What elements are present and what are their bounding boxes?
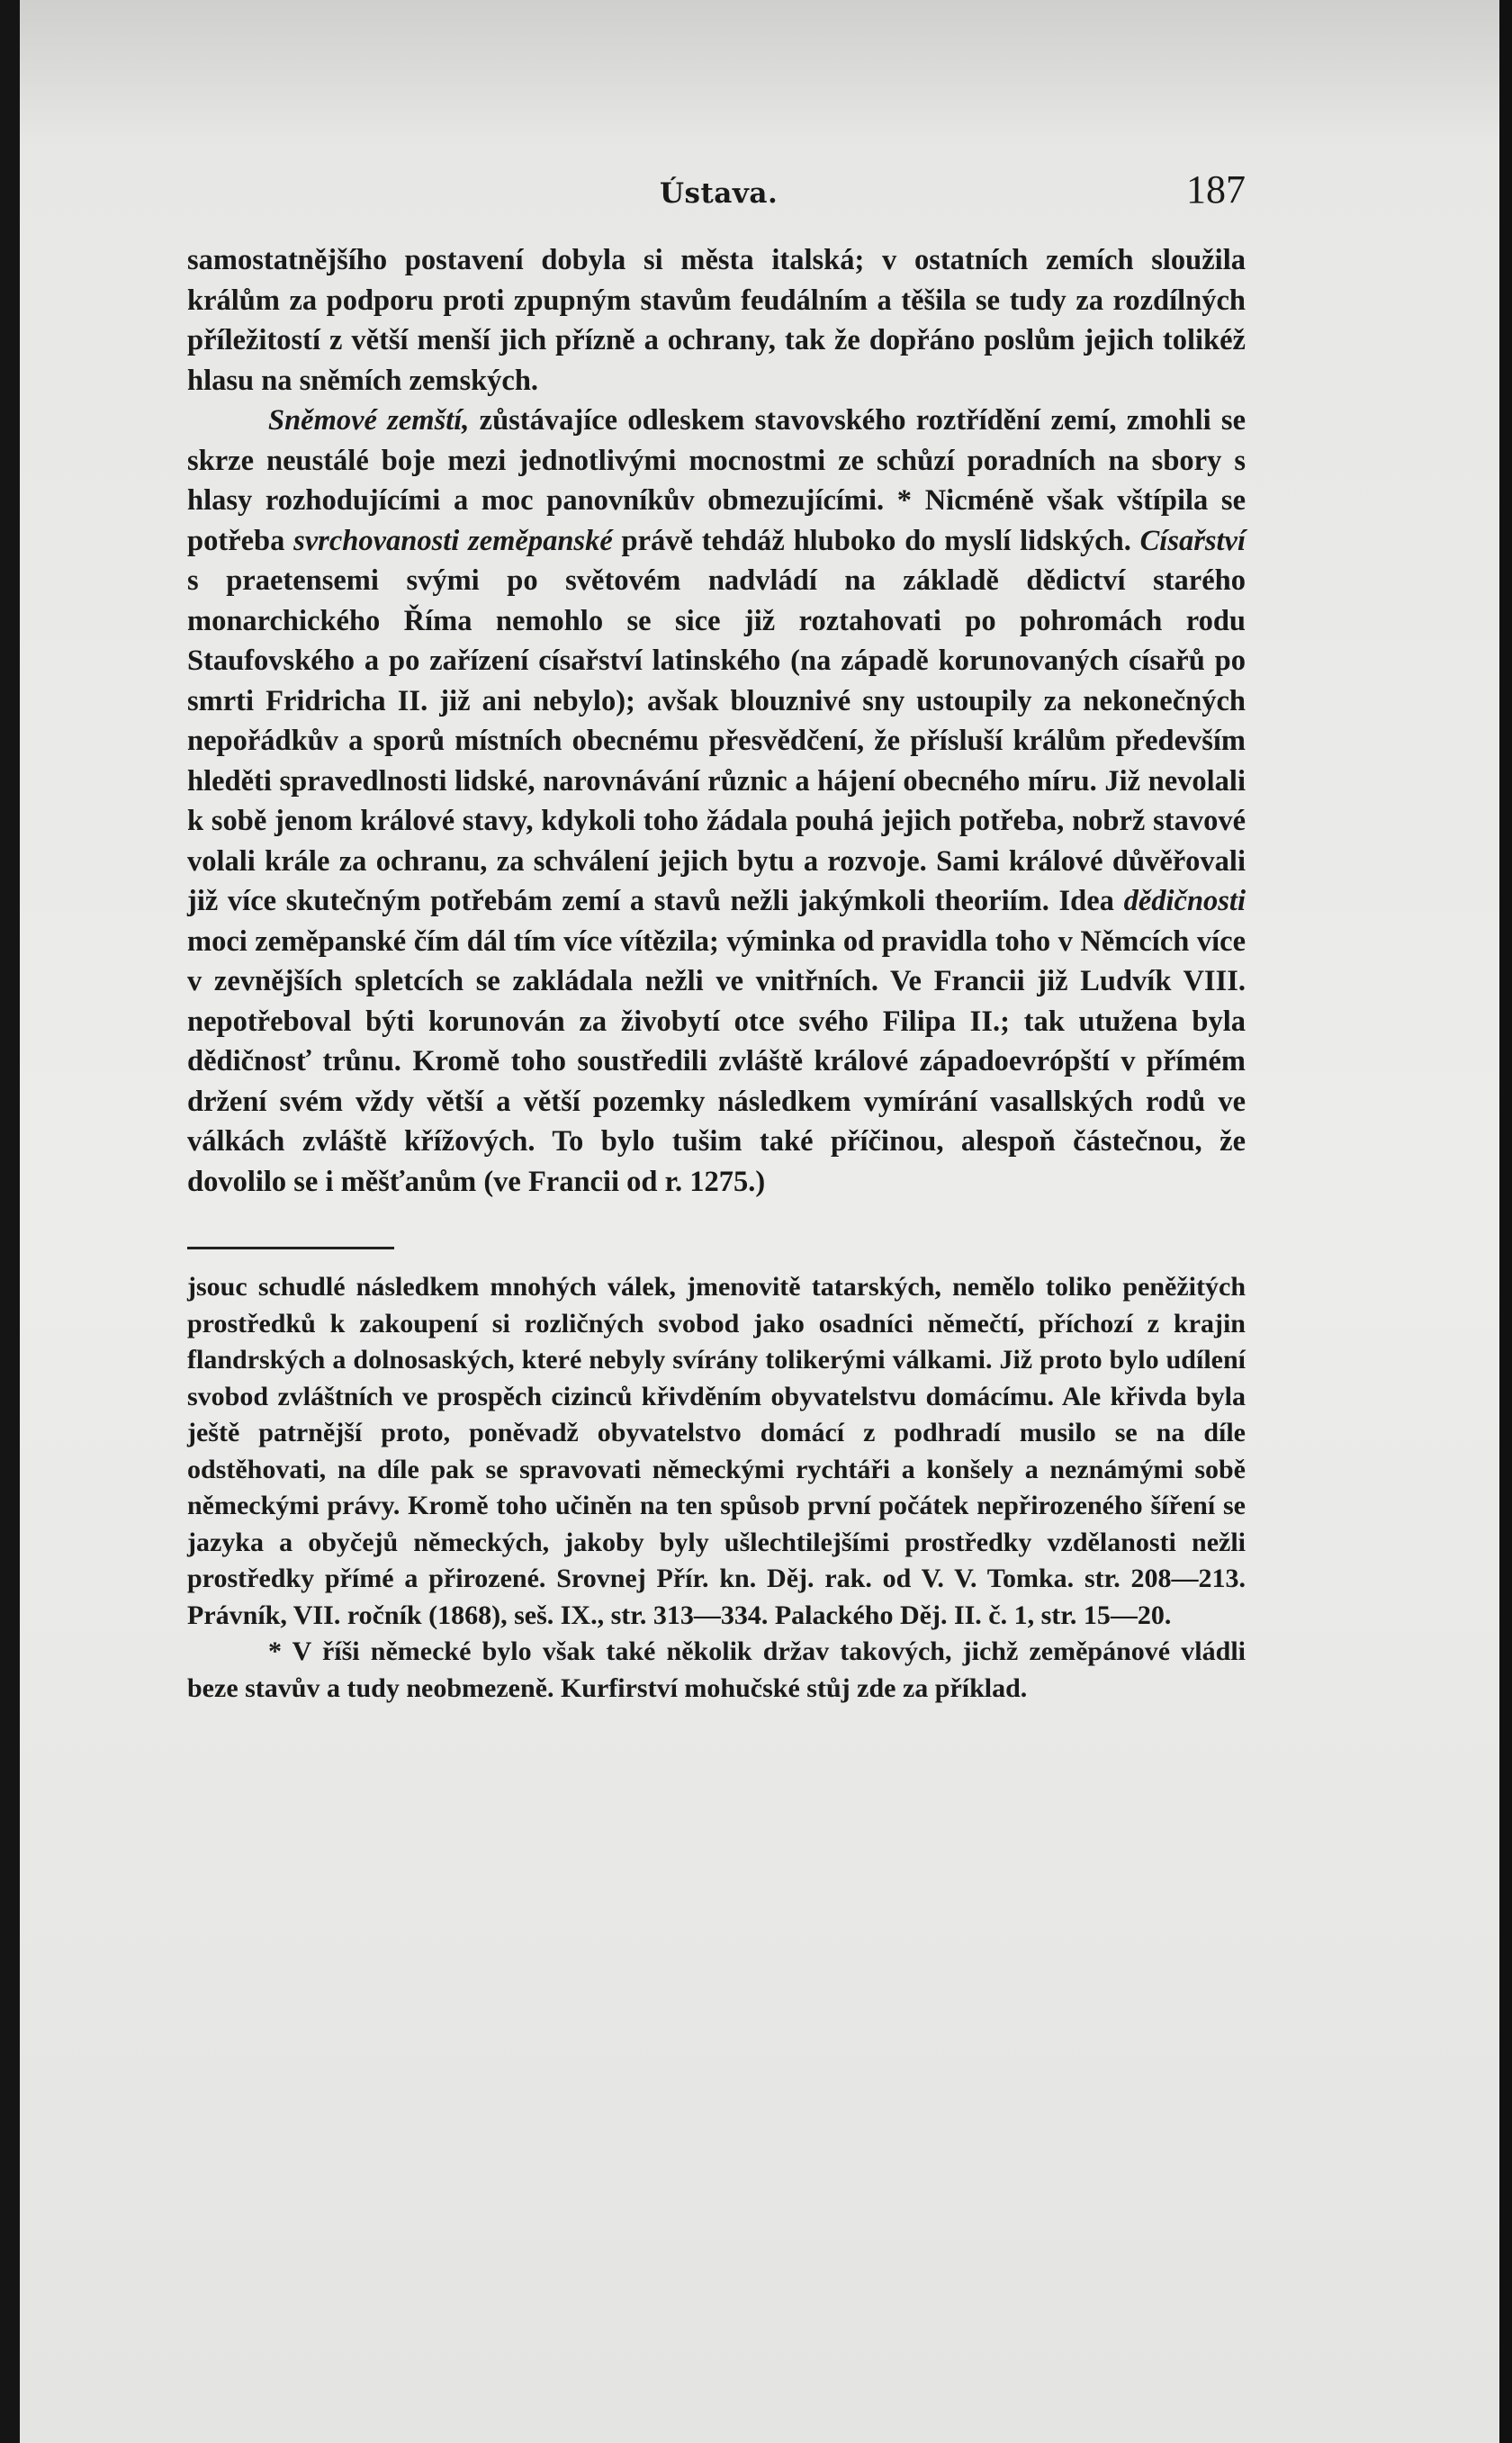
main-text <box>187 240 1246 1202</box>
emphasis-cisarstvi: Císařství <box>1139 524 1246 557</box>
emphasis-svrchovanosti: svrchovanosti zeměpanské <box>293 524 613 557</box>
emphasis-dedicnosti: dědičnosti <box>1123 885 1246 917</box>
paragraph-1: samostatnějšího postavení dobyla si města italská; v ostatních zemích sloužila králům za podporu proti zpupným stavům feudálním a těšila se tudy za rozdílných příležitostí z větší menší jich přízně a ochrany, tak že dopřáno poslům jejich tolikéž hlasu na sněmích zemských. <box>187 244 1246 397</box>
footnotes <box>187 1269 1246 1707</box>
paragraph-2-part-c: s praetensemi svými po světovém nadvládí na základě dědictví starého monarchického Říma nemohlo se sice již roztahovati po pohromách rodu Staufovského a po zařízení císařství latinského (na západě korunovaných císařů po smrti Fridricha II. již ani nebylo); avšak blouznivé sny ustoupily za nekonečných nepořádkův a sporů místních obecnému přesvědčení, že přísluší králům především hleděti spravedlnosti lidské, narovnávání různic a hájení obecného míru. Již nevolali k sobě jenom králové stavy, kdykoli toho žádala pouhá jejich potřeba, nobrž stavové volali krále za ochranu, za schválení jejich bytu a rozvoje. Sami králové důvěřovali již více skutečným potřebám zemí a stavů nežli jakýmkoli theoriím. Idea <box>187 564 1246 917</box>
book-page <box>20 0 1499 2443</box>
footnote-separator <box>187 1247 394 1249</box>
paragraph-2-part-a: zůstávajíce odleskem stavovského roztřídění zemí, zmohli se skrze neustálé boje mezi jednotlivými mocnostmi ze schůzí poradních na sbory s hlasy rozhodujícími a moc panovníkův obmezujícími. * Nicméně však vštípila se potřeba <box>187 404 1246 557</box>
emphasis-snemove-zemsti: Sněmové zemští, <box>268 404 470 437</box>
scan-left-edge <box>0 0 20 2443</box>
paragraph-2-part-b: právě tehdáž hluboko do myslí lidských. <box>612 524 1140 557</box>
scan-right-edge <box>1499 0 1512 2443</box>
paragraph-2 <box>187 401 1246 1202</box>
footnote-star: * V říši německé bylo však také několik držav takových, jichž zeměpánové vládli beze stavův a tudy neobmezeně. Kurfirství mohučské stůj zde za příklad. <box>187 1636 1246 1703</box>
paragraph-2-part-d: moci zeměpanské čím dál tím více vítězila; výminka od pravidla toho v Němcích více v zevnějších spletcích se zakládala nežli ve vnitřních. Ve Francii již Ludvík VIII. nepotřeboval býti korunován za živobytí otce svého Filipa II.; tak utužena byla dědičnosť trůnu. Kromě toho soustředili zvláště králové západoevrópští v přímém držení svém vždy větší a větší pozemky následkem vymírání vasallských rodů ve válkách zvláště křížových. To bylo tušim také příčinou, alespoň částečnou, že dovolilo se i měšťanům (ve Francii od r. 1275.) <box>187 924 1246 1198</box>
page-content <box>187 167 1246 1707</box>
footnote-continued: jsouc schudlé následkem mnohých válek, jmenovitě tatarských, nemělo toliko peněžitých prostředků k zakoupení si rozličných svobod jako osadníci němečtí, příchozí z krajin flandrských a dolnosaských, které nebyly svírány tolikerými válkami. Již proto bylo udílení svobod zvláštních ve prospěch cizinců křivděním obyvatelstvu domácímu. Ale křivda byla ještě patrnější proto, poněvadž obyvatelstvo domácí z podhradí musilo se na díle odstěhovati, na díle pak se spravovati německými rychtáři a konšely a neznámými sobě německými právy. Kromě toho učiněn na ten spůsob první počátek nepřirozeného šíření se jazyka a obyčejů německých, jakoby byly ušlechtilejšími prostředky vzdělanosti nežli prostředky přímé a přirozené. Srovnej Přír. kn. Děj. rak. od V. V. Tomka. str. 208—213. Právník, VII. ročník (1868), seš. IX., str. 313—334. Palackého Děj. II. č. 1, str. 15—20. <box>187 1272 1246 1630</box>
page-header <box>187 167 1246 230</box>
running-title: Ústava. <box>660 177 778 210</box>
page-number: 187 <box>1186 167 1246 212</box>
